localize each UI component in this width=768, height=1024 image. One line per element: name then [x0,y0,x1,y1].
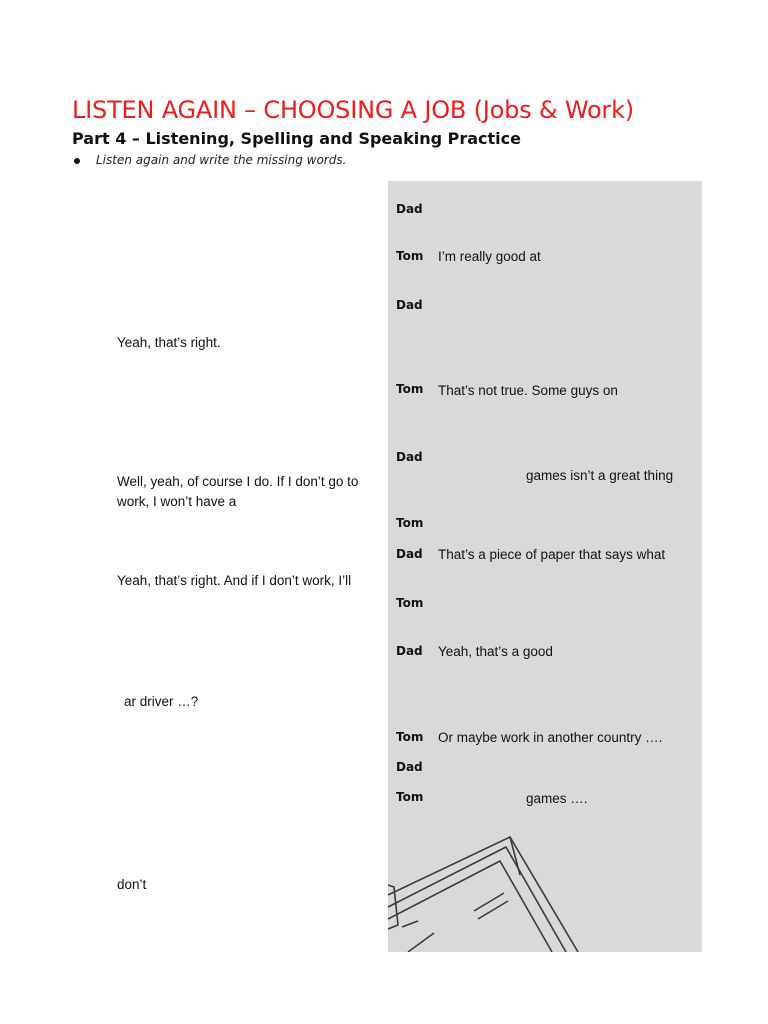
speaker-label: Dad [396,298,423,312]
left-text-line: ar driver …? [124,694,199,709]
dialogue-line: games isn’t a great thing [526,468,674,483]
dialogue-line: That’s not true. Some guys on [438,383,618,398]
bullet-icon [74,158,80,164]
speaker-label: Tom [396,516,424,530]
page-title: LISTEN AGAIN – CHOOSING A JOB (Jobs & Work) [72,96,634,124]
left-text-line: Well, yeah, of course I do. If I don’t go to [117,474,359,489]
speaker-label: Dad [396,202,423,216]
left-text-line: Yeah, that’s right. [117,335,221,350]
speaker-label: Dad [396,760,423,774]
dialogue-line: games …. [526,791,588,806]
dialogue-line: Yeah, that’s a good [438,644,553,659]
left-text-line: Yeah, that’s right. And if I don’t work, I’ll [117,573,352,588]
speaker-label: Tom [396,596,424,610]
speaker-label: Tom [396,790,424,804]
speaker-label: Dad [396,547,423,561]
dialogue-line: I’m really good at [438,249,541,264]
left-text-line: work, I won’t have a [117,494,237,509]
document-icon [388,181,702,952]
left-text-line: don’t [117,877,147,892]
speaker-label: Dad [396,450,423,464]
dialogue-panel [388,181,702,952]
speaker-label: Tom [396,382,424,396]
instruction-text: Listen again and write the missing words. [96,153,347,167]
speaker-label: Tom [396,730,424,744]
page-subtitle: Part 4 – Listening, Spelling and Speaking Practice [72,129,521,148]
speaker-label: Tom [396,249,424,263]
speaker-label: Dad [396,644,423,658]
dialogue-line: That’s a piece of paper that says what [438,547,666,562]
dialogue-line: Or maybe work in another country …. [438,730,663,745]
